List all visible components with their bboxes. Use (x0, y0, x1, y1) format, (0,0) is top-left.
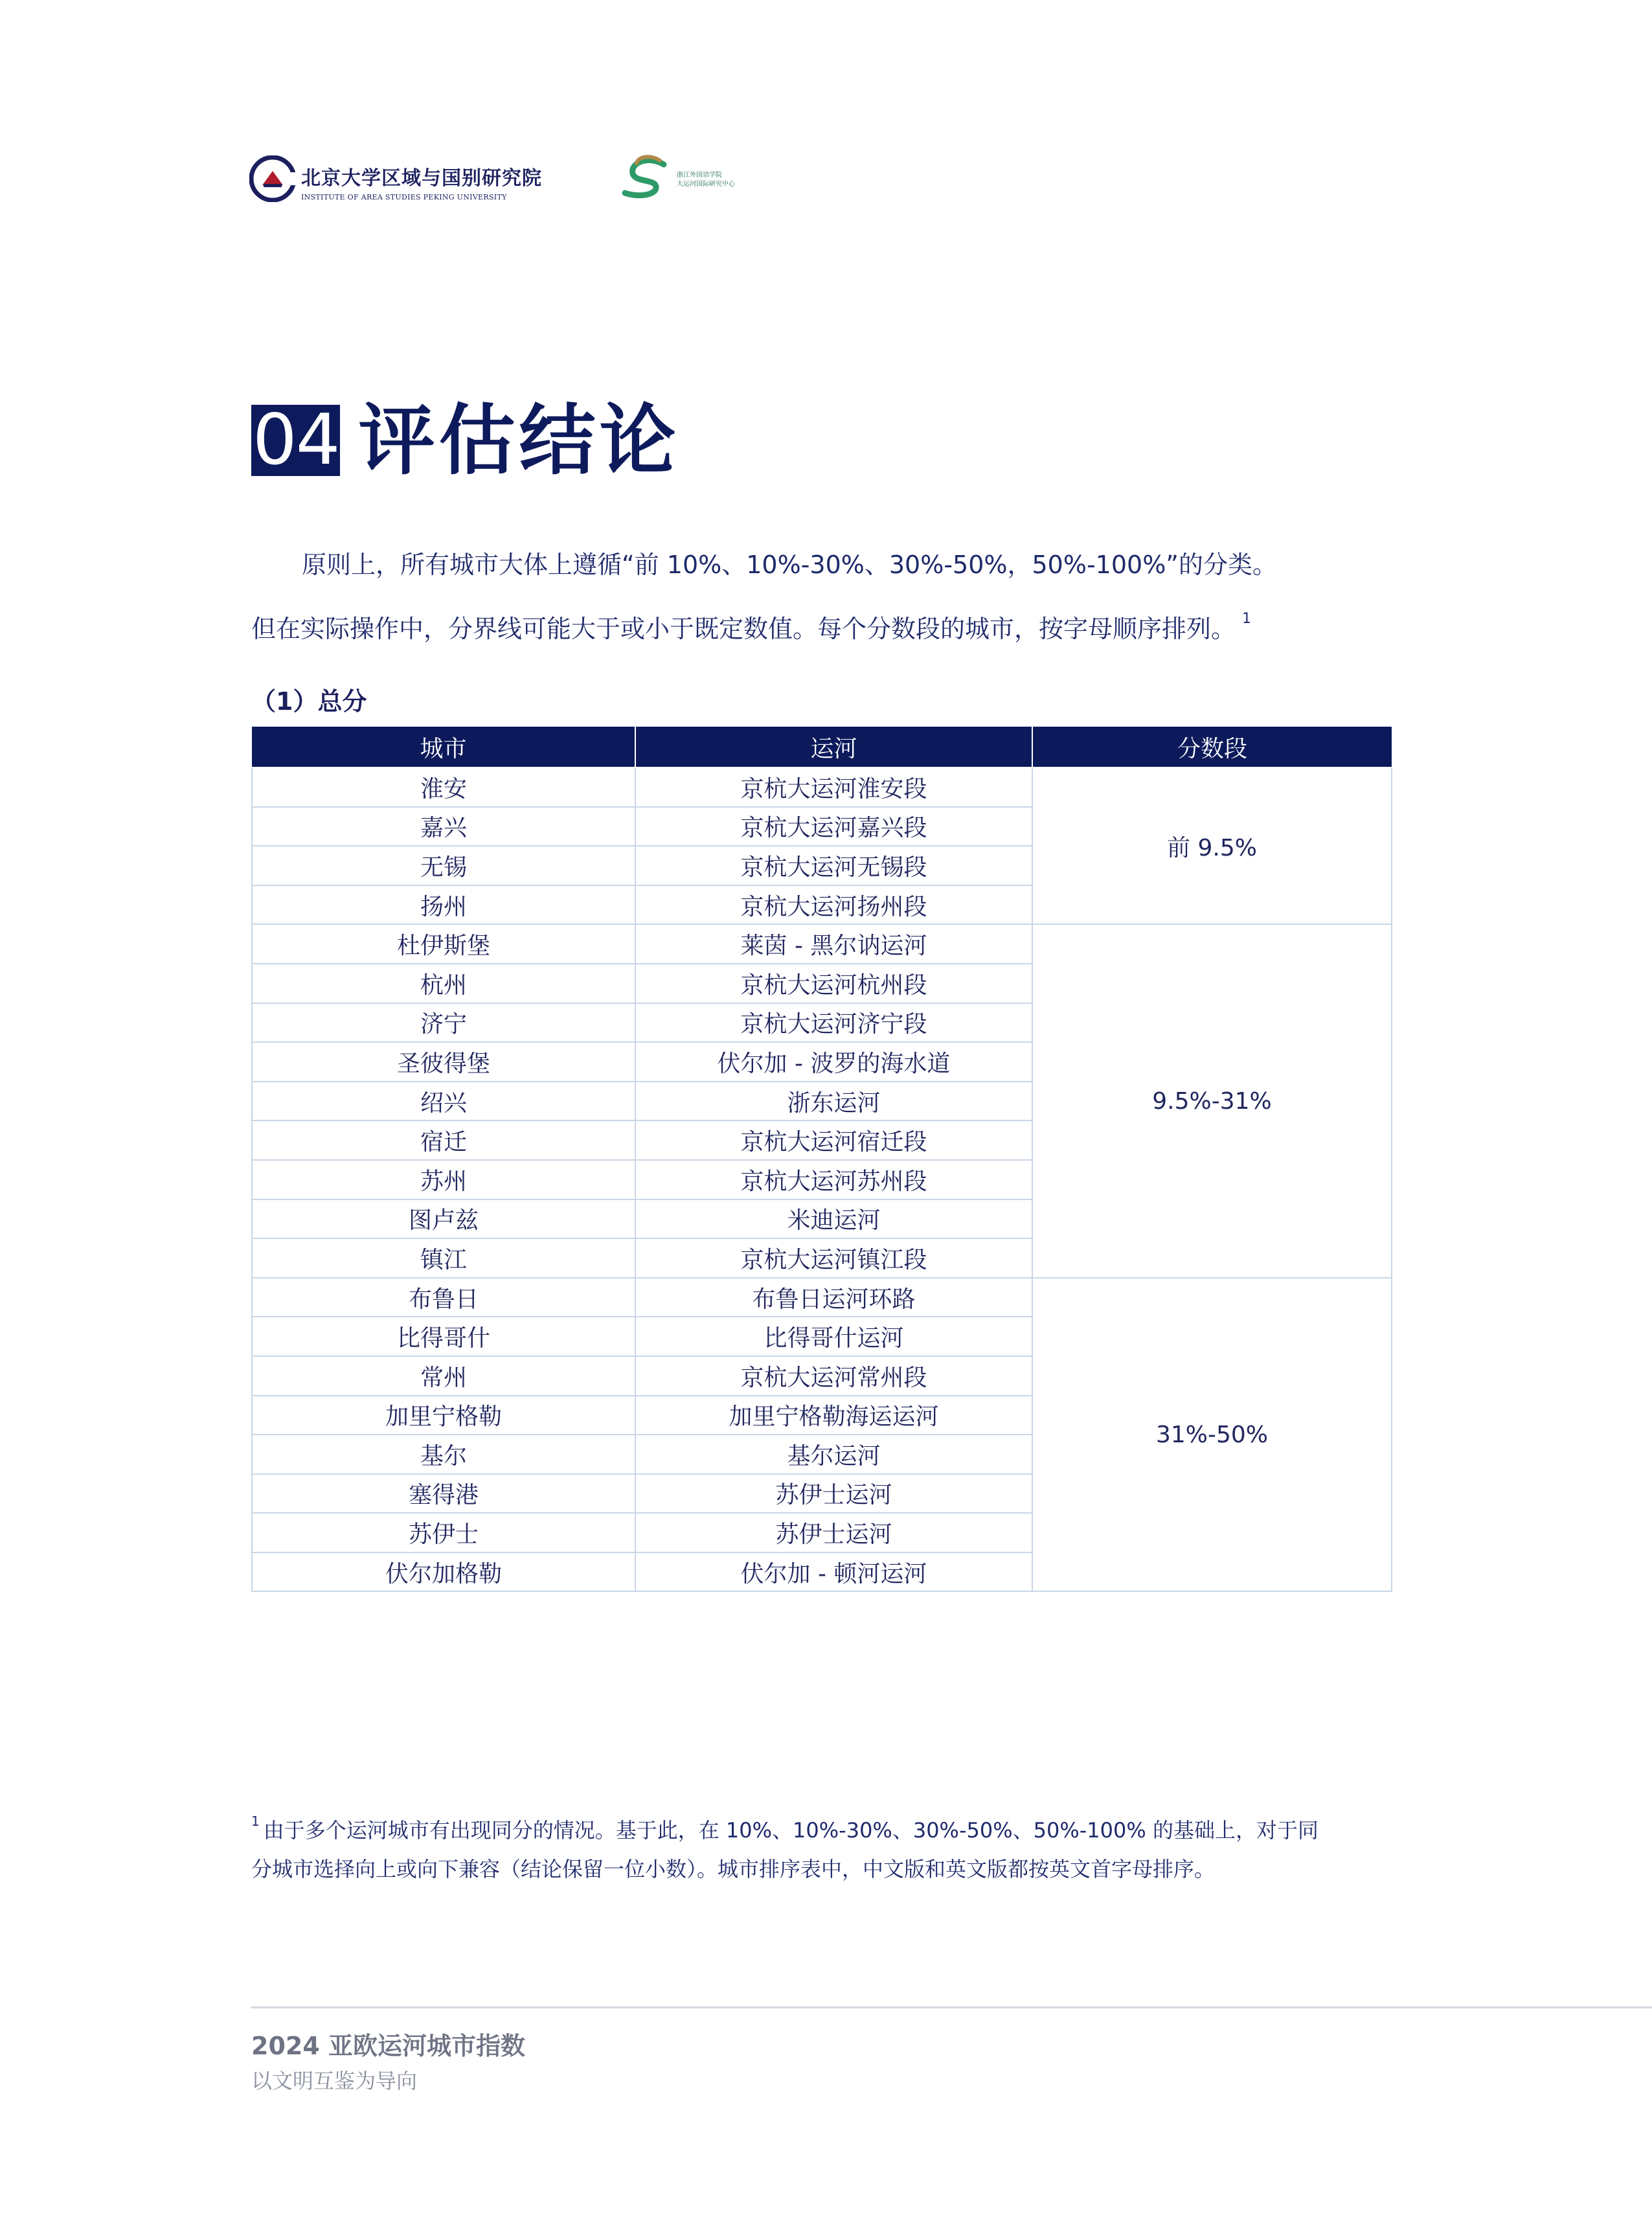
city-cell: 伏尔加格勒 (252, 1552, 635, 1592)
city-cell: 扬州 (252, 885, 635, 925)
section-heading: 评估结论 (358, 396, 680, 485)
partner-name-line1: 浙江外国语学院 (677, 172, 722, 179)
city-cell: 镇江 (252, 1238, 635, 1278)
canal-cell: 京杭大运河苏州段 (635, 1160, 1032, 1199)
canal-cell: 布鲁日运河环路 (635, 1278, 1032, 1317)
footer-subtitle: 以文明互鉴为导向 (251, 2069, 418, 2093)
city-cell: 塞得港 (252, 1474, 635, 1514)
city-cell: 济宁 (252, 1003, 635, 1043)
column-header-band: 分数段 (1032, 727, 1392, 767)
footnote-line-2: 分城市选择向上或向下兼容（结论保留一位小数）。城市排序表中，中文版和英文版都按英文首字母排序。 (251, 1857, 1216, 1881)
footer-title: 2024 亚欧运河城市指数 (251, 2032, 525, 2060)
canal-cell: 伏尔加 - 顿河运河 (635, 1552, 1032, 1592)
city-cell: 加里宁格勒 (252, 1396, 635, 1435)
canal-cell: 伏尔加 - 波罗的海水道 (635, 1042, 1032, 1082)
footnote-marker: 1 (251, 1813, 260, 1829)
footnote (251, 1802, 1397, 1889)
page-header (249, 150, 767, 209)
city-cell: 绍兴 (252, 1082, 635, 1121)
canal-cell: 京杭大运河扬州段 (635, 885, 1032, 925)
column-header-canal: 运河 (635, 727, 1032, 767)
canal-cell: 京杭大运河常州段 (635, 1356, 1032, 1396)
footnote-reference[interactable]: 1 (1242, 611, 1252, 627)
section-title (251, 396, 680, 485)
table-header-row (252, 727, 1392, 767)
pku-name-cn: 北京大学区域与国别研究院 (301, 167, 542, 190)
city-cell: 布鲁日 (252, 1278, 635, 1317)
intro-line-2-text: 但在实际操作中，分界线可能大于或小于既定数值。每个分数段的城市，按字母顺序排列。 (251, 615, 1236, 643)
city-cell: 杭州 (252, 964, 635, 1003)
section-number: 04 (253, 400, 339, 481)
partner-logo-icon (618, 150, 677, 209)
city-cell: 图卢兹 (252, 1199, 635, 1239)
partner-name-line2: 大运河国际研究中心 (677, 181, 735, 188)
score-table (251, 727, 1392, 1592)
score-band-cell: 31%-50% (1032, 1278, 1392, 1592)
intro-line-2 (251, 592, 1391, 656)
city-cell: 常州 (252, 1356, 635, 1396)
canal-cell: 京杭大运河济宁段 (635, 1003, 1032, 1043)
canal-cell: 苏伊士运河 (635, 1513, 1032, 1552)
pku-name-en: INSTITUTE OF AREA STUDIES PEKING UNIVERSITY (301, 193, 507, 201)
column-header-city: 城市 (252, 727, 635, 767)
intro-line-1: 原则上，所有城市大体上遵循“前 10%、10%-30%、30%-50%，50%-100%”的分类。 (302, 551, 1277, 579)
city-cell: 淮安 (252, 767, 635, 807)
city-cell: 无锡 (252, 846, 635, 885)
city-cell: 宿迁 (252, 1120, 635, 1160)
table-row (252, 767, 1392, 807)
city-cell: 苏州 (252, 1160, 635, 1199)
canal-cell: 京杭大运河宿迁段 (635, 1120, 1032, 1160)
city-cell: 基尔 (252, 1435, 635, 1474)
table-row (252, 924, 1392, 964)
canal-cell: 京杭大运河淮安段 (635, 767, 1032, 807)
partner-name (677, 171, 735, 189)
footer-divider (251, 2006, 1652, 2008)
intro-paragraph (251, 538, 1391, 656)
canal-cell: 京杭大运河镇江段 (635, 1238, 1032, 1278)
city-cell: 苏伊士 (252, 1513, 635, 1552)
canal-cell: 基尔运河 (635, 1435, 1032, 1474)
canal-cell: 浙东运河 (635, 1082, 1032, 1121)
city-cell: 嘉兴 (252, 807, 635, 846)
canal-cell: 莱茵 - 黑尔讷运河 (635, 924, 1032, 964)
canal-cell: 京杭大运河无锡段 (635, 846, 1032, 885)
footnote-line-1-text: 由于多个运河城市有出现同分的情况。基于此，在 10%、10%-30%、30%-50%、50%-100% 的基础上，对于同 (263, 1818, 1318, 1843)
city-cell: 圣彼得堡 (252, 1042, 635, 1082)
canal-cell: 加里宁格勒海运运河 (635, 1396, 1032, 1435)
canal-cell: 米迪运河 (635, 1199, 1032, 1239)
footnote-line-1 (251, 1802, 1397, 1850)
score-band-cell: 前 9.5% (1032, 767, 1392, 924)
table-body (252, 767, 1392, 1591)
city-cell: 杜伊斯堡 (252, 924, 635, 964)
canal-cell: 比得哥什运河 (635, 1317, 1032, 1356)
pku-name (301, 162, 542, 201)
score-band-cell: 9.5%-31% (1032, 924, 1392, 1277)
canal-cell: 苏伊士运河 (635, 1474, 1032, 1514)
pku-logo-icon (249, 155, 296, 202)
city-cell: 比得哥什 (252, 1317, 635, 1356)
canal-cell: 京杭大运河嘉兴段 (635, 807, 1032, 846)
table-row (252, 1278, 1392, 1317)
canal-cell: 京杭大运河杭州段 (635, 964, 1032, 1003)
table-heading: （1）总分 (251, 687, 367, 716)
